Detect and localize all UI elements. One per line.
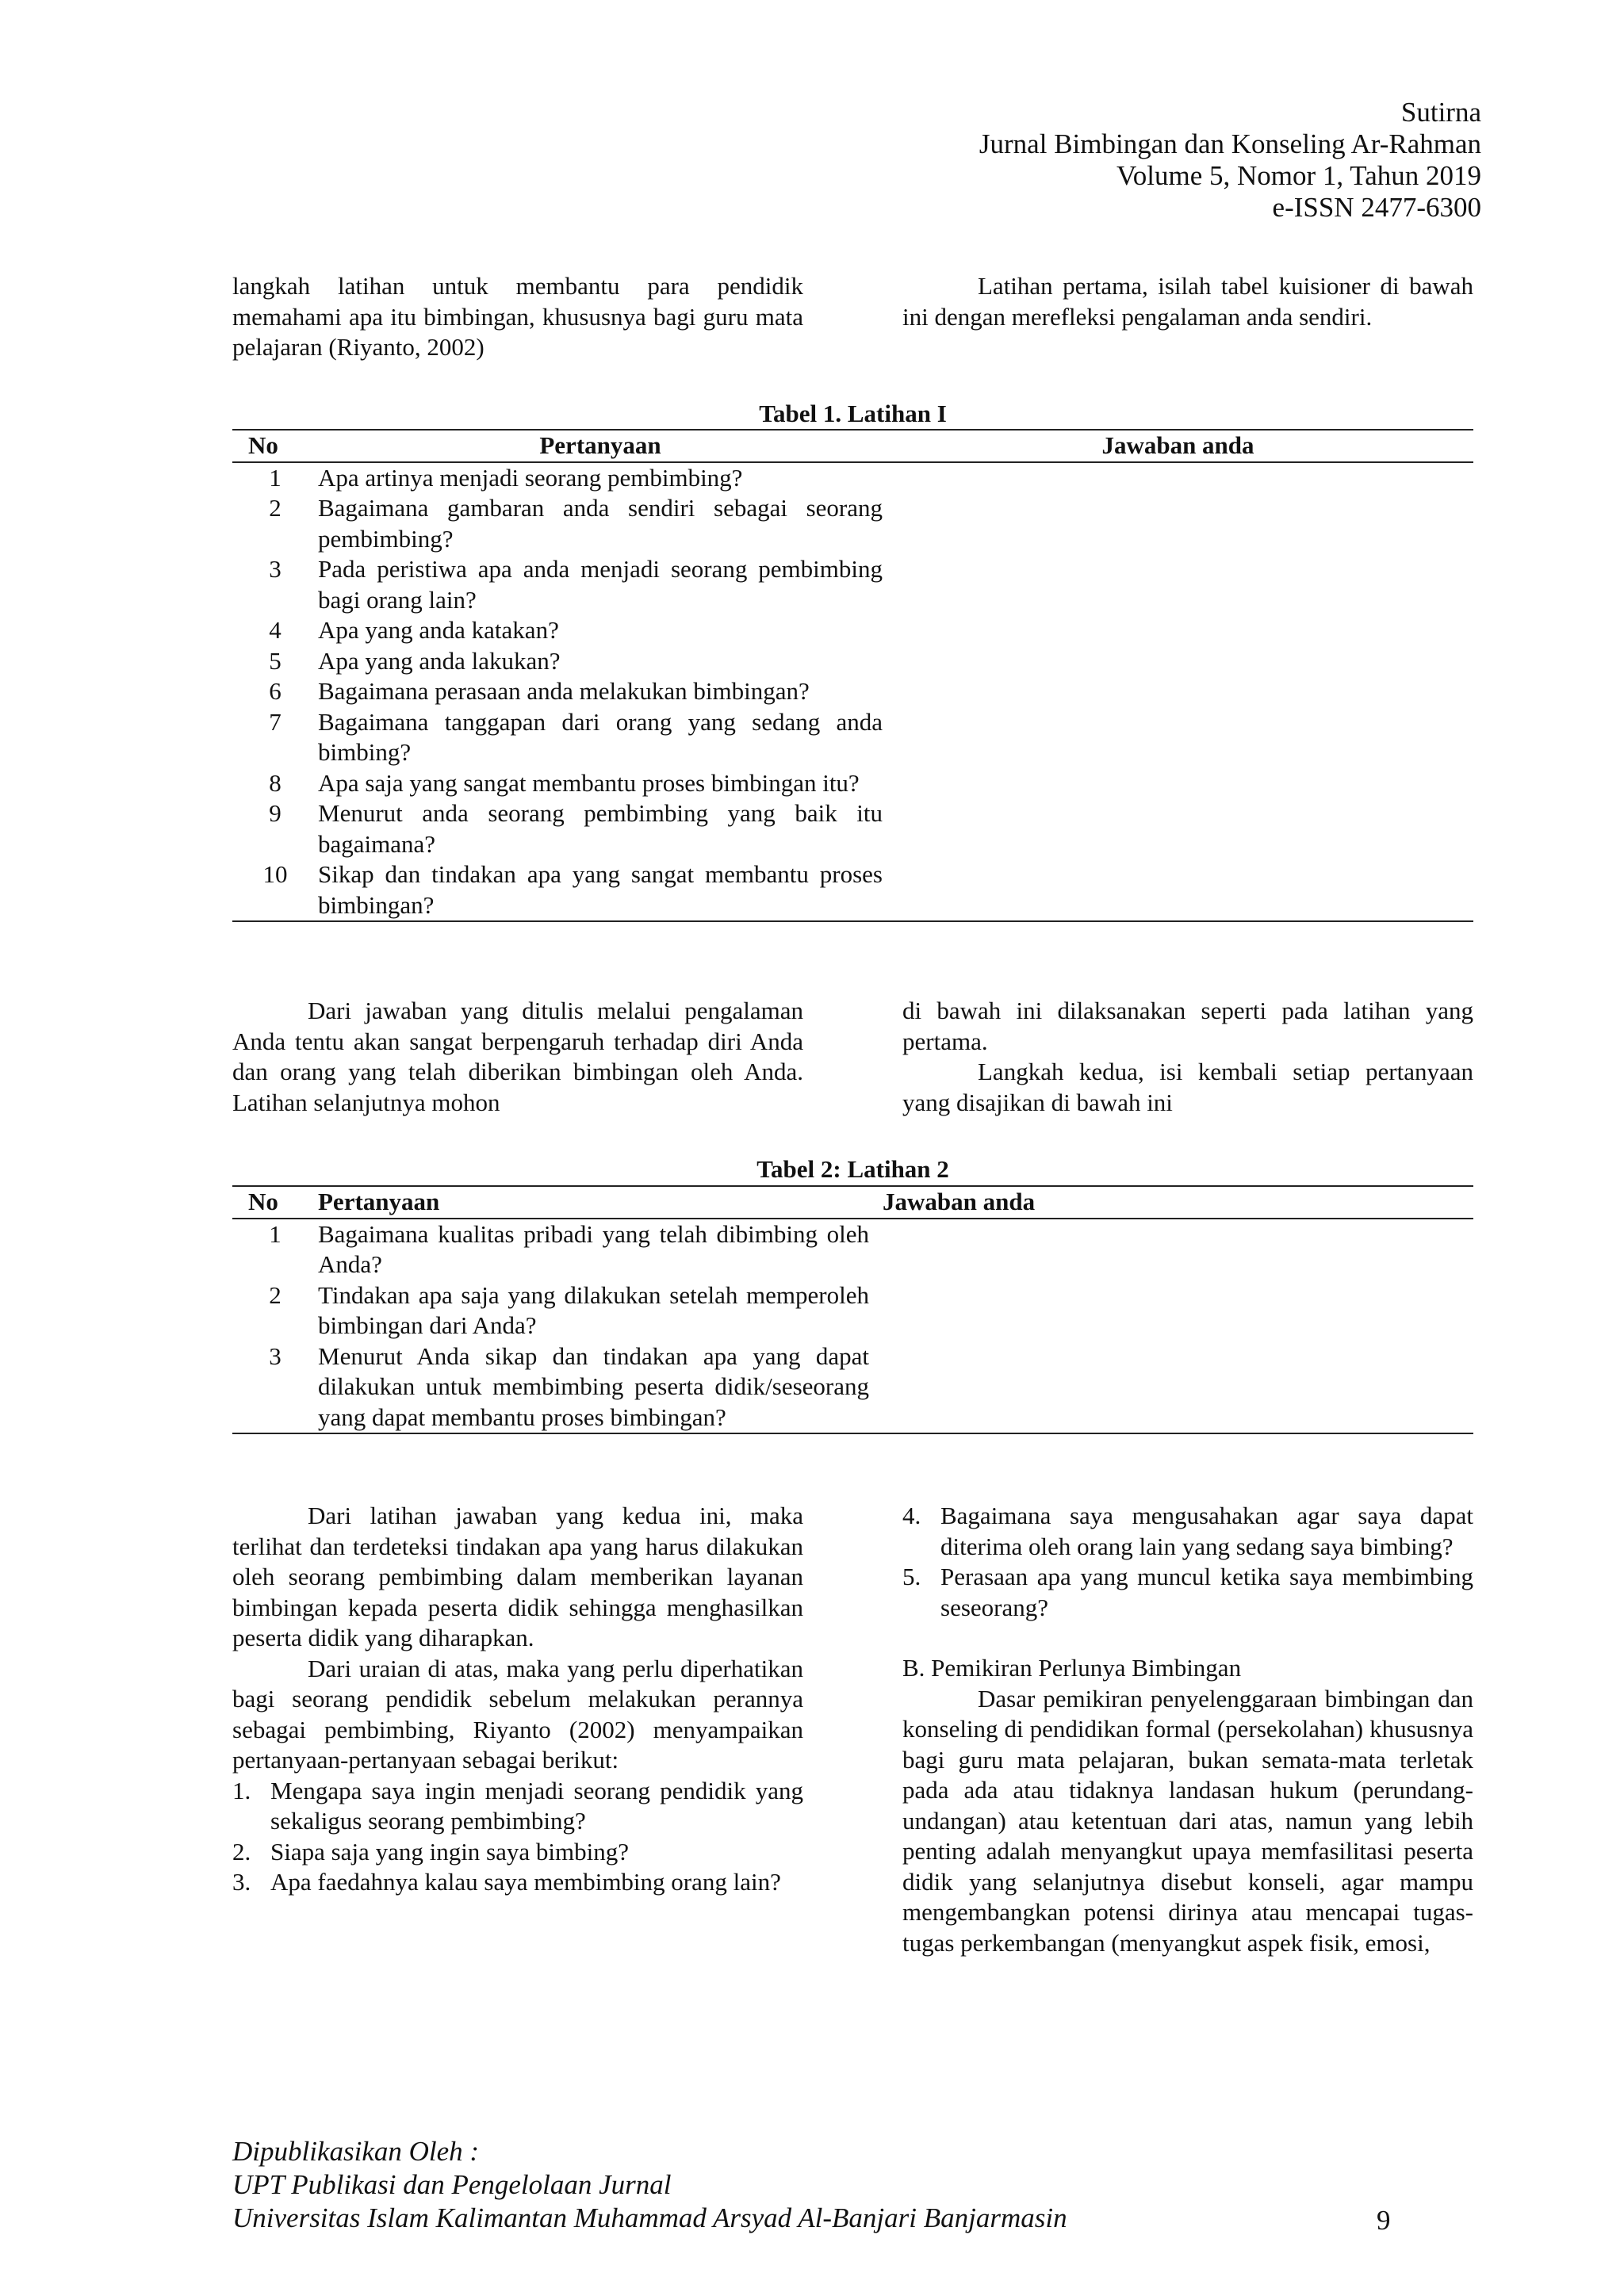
bottom-left-paragraph-2: Dari uraian di atas, maka yang perlu diperhatikan bagi seorang pendidik sebelum melakukan perannya sebagai pembimbing, Riyanto (2002) menyampaikan pertanyaan-pertanyaan sebagai berikut: [232,1654,803,1774]
table2-header-answer: Jawaban anda [883,1188,1036,1215]
bottom-left-column [232,1501,803,1898]
question-list-left [232,1776,803,1898]
table1-cell-no: 4 [269,616,282,644]
table1-header-question: Pertanyaan [539,431,661,459]
list-item [232,1837,803,1868]
list-item-text: Apa faedahnya kalau saya membimbing orang lain? [270,1868,781,1896]
intro-left-column [232,271,803,363]
table2-header-row [232,1186,1473,1219]
table1-cell-question: Apa saja yang sangat membantu proses bimbingan itu? [318,768,860,797]
list-item-number: 1. [232,1776,251,1804]
list-item-text: Perasaan apa yang muncul ketika saya membimbing seseorang? [940,1563,1473,1621]
table1-header-no: No [248,431,278,459]
table2-cell-question: Menurut Anda sikap dan tindakan apa yang dapat dilakukan untuk membimbing peserta didik/seseorang yang dapat membantu proses bimbingan? [318,1341,869,1431]
table1 [232,429,1473,922]
table1-cell-no: 9 [269,799,282,827]
middle-right-paragraph-2: Langkah kedua, isi kembali setiap pertanyaan yang disajikan di bawah ini [902,1058,1473,1116]
table1-cell-answer[interactable] [883,493,1473,554]
header-issn: e-ISSN 2477-6300 [1272,192,1481,223]
middle-left-column [232,996,803,1118]
table1-cell-answer[interactable] [883,768,1473,799]
list-item-text: Bagaimana saya mengusahakan agar saya dapat diterima oleh orang lain yang sedang saya bimbing? [940,1502,1473,1560]
section-heading: B. Pemikiran Perlunya Bimbingan [902,1654,1242,1682]
bottom-left-paragraph-1: Dari latihan jawaban yang kedua ini, maka terlihat dan terdeteksi tindakan apa yang harus dilakukan oleh seorang pembimbing dalam memberikan layanan bimbingan kepada peserta didik sehingga menghasilkan peserta didik yang diharapkan. [232,1502,803,1651]
table-row [232,1219,1473,1280]
table1-cell-question: Menurut anda seorang pembimbing yang baik itu bagaimana? [318,799,883,858]
table2-cell-answer[interactable] [869,1219,1473,1280]
table1-header-row [232,430,1473,462]
table1-cell-answer[interactable] [883,646,1473,677]
table1-cell-no: 10 [262,860,288,888]
footer-line-1: Dipublikasikan Oleh : [232,2136,480,2167]
table1-cell-answer[interactable] [883,676,1473,707]
list-item [902,1562,1473,1623]
intro-left-paragraph: langkah latihan untuk membantu para pendidik memahami apa itu bimbingan, khususnya bagi guru mata pelajaran (Riyanto, 2002) [232,272,803,361]
table1-cell-answer[interactable] [883,798,1473,859]
table1-cell-no: 3 [269,555,282,583]
table1-cell-question: Bagaimana perasaan anda melakukan bimbingan? [318,677,810,705]
table-row [232,462,1473,494]
list-item-number: 4. [902,1502,921,1529]
footer-line-2: UPT Publikasi dan Pengelolaan Jurnal [232,2169,672,2200]
table-row [232,554,1473,615]
table1-cell-question: Apa yang anda katakan? [318,616,559,644]
table1-cell-no: 1 [269,463,282,492]
publisher-footer [232,2135,1422,2235]
table1-cell-no: 8 [269,768,282,797]
table1-cell-no: 7 [269,707,282,736]
bottom-right-column [902,1501,1473,1958]
table-row [232,646,1473,677]
table-row [232,615,1473,646]
table1-cell-answer[interactable] [883,554,1473,615]
list-item-number: 3. [232,1868,251,1896]
list-item-number: 2. [232,1837,251,1866]
table2-cell-answer[interactable] [869,1280,1473,1341]
table1-cell-answer[interactable] [883,707,1473,768]
list-item-text: Mengapa saya ingin menjadi seorang pendidik yang sekaligus seorang pembimbing? [270,1776,803,1835]
table2 [232,1185,1473,1434]
table1-cell-answer[interactable] [883,859,1473,921]
table2-cell-question: Bagaimana kualitas pribadi yang telah dibimbing oleh Anda? [318,1219,869,1278]
list-item [902,1501,1473,1562]
table2-cell-no: 1 [269,1219,282,1248]
table1-cell-answer[interactable] [883,615,1473,646]
table1-cell-question: Apa yang anda lakukan? [318,646,561,675]
intro-right-column [902,271,1473,332]
table1-cell-no: 6 [269,677,282,705]
table1-cell-question: Pada peristiwa apa anda menjadi seorang pembimbing bagi orang lain? [318,555,883,614]
table-row [232,859,1473,921]
table2-cell-answer[interactable] [869,1341,1473,1434]
list-item [232,1776,803,1837]
table-row [232,1341,1473,1434]
table-row [232,493,1473,554]
table-row [232,707,1473,768]
table2-cell-question: Tindakan apa saja yang dilakukan setelah memperoleh bimbingan dari Anda? [318,1280,869,1339]
table1-header-answer: Jawaban anda [1101,431,1254,459]
list-item-number: 5. [902,1563,921,1590]
question-list-right [902,1501,1473,1623]
table-row [232,798,1473,859]
page-number: 9 [1377,2205,1391,2236]
running-header [768,97,1481,224]
table1-cell-no: 2 [269,494,282,522]
middle-right-column [902,996,1473,1118]
table2-cell-no: 2 [269,1280,282,1309]
table1-cell-question: Bagaimana gambaran anda sendiri sebagai seorang pembimbing? [318,494,883,553]
table1-cell-answer[interactable] [883,462,1473,494]
middle-left-paragraph: Dari jawaban yang ditulis melalui pengalaman Anda tentu akan sangat berpengaruh terhadap diri Anda dan orang yang telah diberikan bimbingan oleh Anda. Latihan selanjutnya mohon [232,997,803,1116]
list-item-text: Siapa saja yang ingin saya bimbing? [270,1837,629,1866]
middle-right-paragraph-1: di bawah ini dilaksanakan seperti pada latihan yang pertama. [902,997,1473,1055]
table2-cell-no: 3 [269,1341,282,1370]
table1-cell-question: Bagaimana tanggapan dari orang yang sedang anda bimbing? [318,707,883,766]
table1-cell-no: 5 [269,646,282,675]
table1-cell-question: Sikap dan tindakan apa yang sangat membantu proses bimbingan? [318,860,883,919]
intro-right-paragraph: Latihan pertama, isilah tabel kuisioner di bawah ini dengan merefleksi pengalaman anda sendiri. [902,272,1473,331]
table-row [232,1280,1473,1341]
table1-cell-question: Apa artinya menjadi seorang pembimbing? [318,463,743,492]
table2-header-question: Pertanyaan [318,1188,440,1215]
header-journal: Jurnal Bimbingan dan Konseling Ar-Rahman [979,128,1481,159]
header-author: Sutirna [1400,97,1481,128]
list-item [232,1867,803,1898]
section-paragraph: Dasar pemikiran penyelenggaraan bimbingan dan konseling di pendidikan formal (persekolahan) khususnya bagi guru mata pelajaran, bukan semata-mata terletak pada ada atau tidaknya landasan hukum (perundang-undangan) atau ketentuan dari atas, namun yang lebih penting adalah menyangkut upaya memfasilitasi peserta didik yang selanjutnya disebut konseli, agar mampu mengembangkan potensi dirinya atau mencapai tugas-tugas perkembangan (menyangkut aspek fisik, emosi, [902,1684,1473,1957]
table2-header-no: No [248,1188,278,1215]
header-volume: Volume 5, Nomor 1, Tahun 2019 [1116,160,1481,191]
table2-caption: Tabel 2: Latihan 2 [756,1155,949,1183]
table-row [232,676,1473,707]
footer-line-3: Universitas Islam Kalimantan Muhammad Arsyad Al-Banjari Banjarmasin [232,2202,1067,2233]
table1-caption: Tabel 1. Latihan I [759,400,947,427]
table-row [232,768,1473,799]
